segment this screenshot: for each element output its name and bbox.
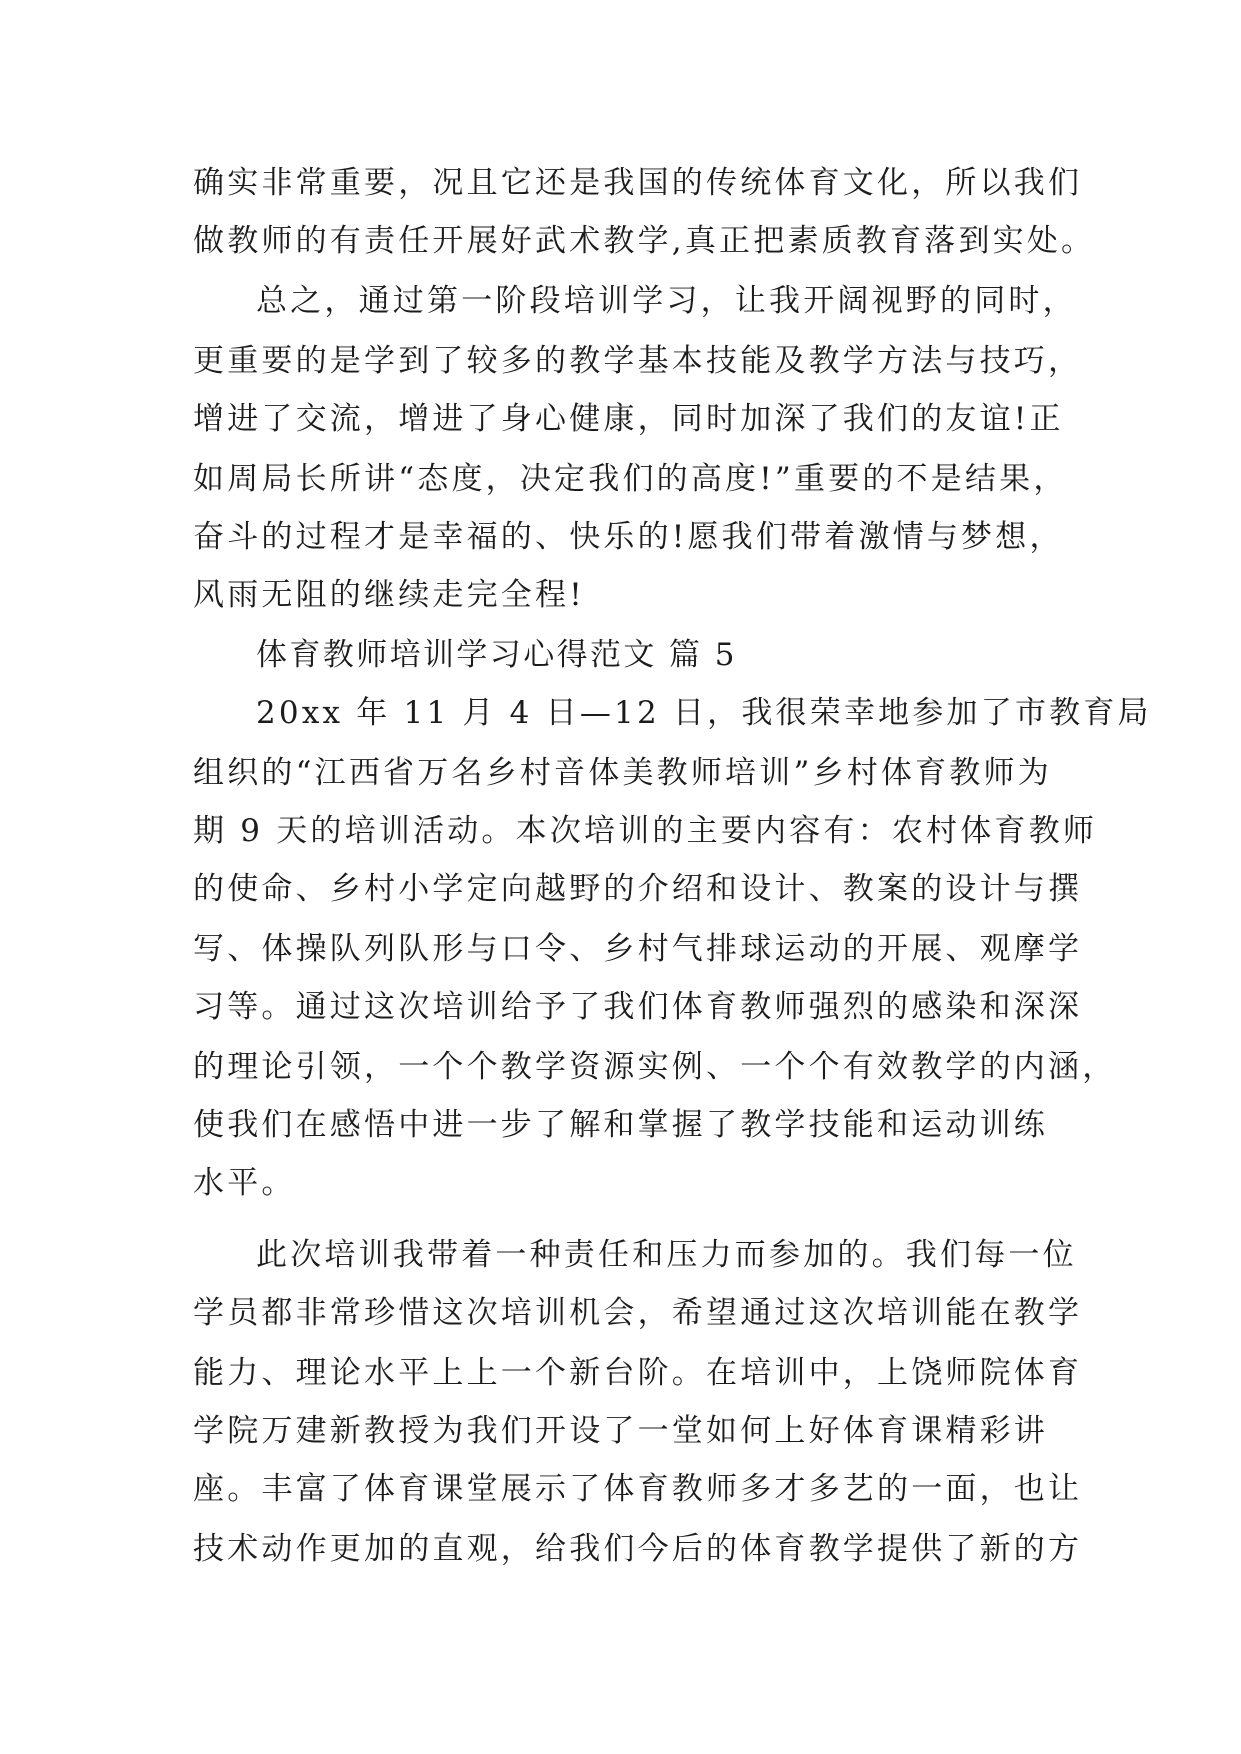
- paragraph-line: 做教师的有责任开展好武术教学,真正把素质教育落到实处。: [193, 223, 1096, 259]
- paragraph-line: 更重要的是学到了较多的教学基本技能及教学方法与技巧，: [193, 343, 1083, 379]
- paragraph-line: 此次培训我带着一种责任和压力而参加的。我们每一位: [256, 1237, 1077, 1273]
- paragraph-line: 组织的“江西省万名乡村音体美教师培训”乡村体育教师为: [193, 755, 1052, 791]
- paragraph-line: 总之，通过第一阶段培训学习，让我开阔视野的同时，: [256, 283, 1077, 319]
- paragraph-line: 的使命、乡村小学定向越野的介绍和设计、教案的设计与撰: [193, 871, 1083, 907]
- paragraph-line: 确实非常重要，况且它还是我国的传统体育文化，所以我们: [193, 165, 1083, 201]
- paragraph-line: 奋斗的过程才是幸福的、快乐的!愿我们带着激情与梦想，: [193, 519, 1064, 555]
- paragraph-line: 20xx 年 11 月 4 日—12 日，我很荣幸地参加了市教育局: [256, 695, 1152, 731]
- paragraph-line: 习等。通过这次培训给予了我们体育教师强烈的感染和深深: [193, 989, 1083, 1025]
- paragraph-line: 水平。: [193, 1165, 296, 1201]
- paragraph-line: 座。丰富了体育课堂展示了体育教师多才多艺的一面，也让: [193, 1471, 1083, 1507]
- paragraph-line: 的理论引领，一个个教学资源实例、一个个有效教学的内涵，: [193, 1049, 1117, 1085]
- paragraph-line: 学员都非常珍惜这次培训机会，希望通过这次培训能在教学: [193, 1295, 1083, 1331]
- section-heading: 体育教师培训学习心得范文 篇 5: [256, 637, 737, 673]
- paragraph-line: 能力、理论水平上上一个新台阶。在培训中，上饶师院体育: [193, 1355, 1083, 1391]
- paragraph-line: 技术动作更加的直观，给我们今后的体育教学提供了新的方: [193, 1531, 1083, 1567]
- paragraph-line: 如周局长所讲“态度，决定我们的高度!”重要的不是结果，: [193, 461, 1068, 497]
- paragraph-line: 增进了交流，增进了身心健康，同时加深了我们的友谊!正: [193, 401, 1064, 437]
- paragraph-line: 学院万建新教授为我们开设了一堂如何上好体育课精彩讲: [193, 1413, 1048, 1449]
- paragraph-line: 风雨无阻的继续走完全程!: [193, 577, 585, 613]
- paragraph-line: 使我们在感悟中进一步了解和掌握了教学技能和运动训练: [193, 1107, 1048, 1143]
- paragraph-line: 写、体操队列队形与口令、乡村气排球运动的开展、观摩学: [193, 931, 1083, 967]
- paragraph-line: 期 9 天的培训活动。本次培训的主要内容有：农村体育教师: [193, 813, 1098, 849]
